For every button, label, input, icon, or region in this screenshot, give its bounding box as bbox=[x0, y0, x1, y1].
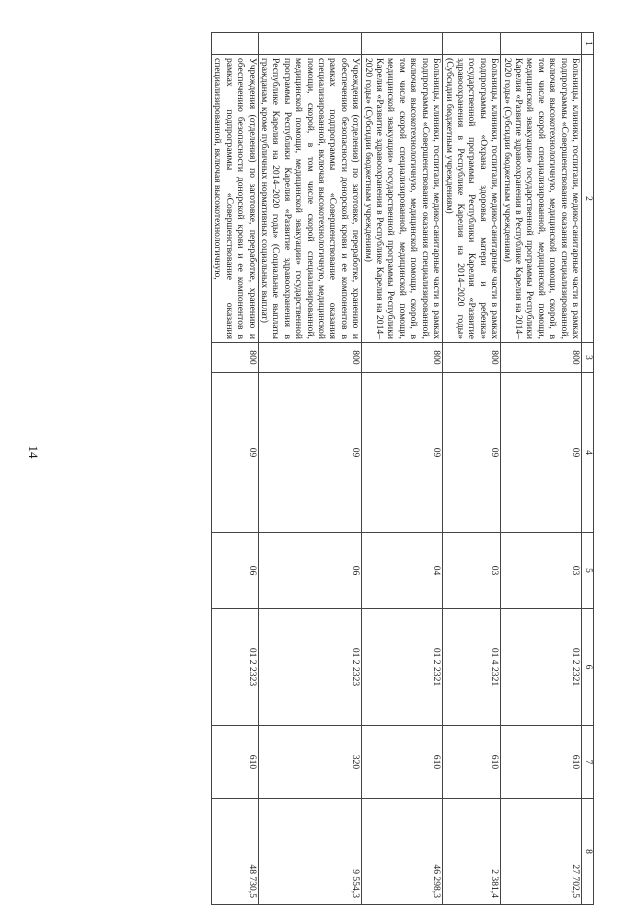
row-name: Учреждения (отделения) по заготовке, переработке, хранению и обеспечению безопасности донорской крови и ее компонентов в рамках подпрограммы «Совершенствование оказания специализированной, включая высокотехнологичную, медицинской помощи, скорой, в том числе скорой специализированной, медицинской помощи, медицинской эвакуации» государственной программы Республики Карелия «Развитие здравоохранения в Республике Карелия на 2014–2020 годы» (Социальные выплаты гражданам, кроме публичных нормативных социальных выплат) bbox=[258, 55, 362, 343]
row-c5: 06 bbox=[258, 533, 362, 609]
table-row bbox=[258, 33, 362, 905]
row-c7: 610 bbox=[443, 726, 501, 799]
row-name: Больницы, клиники, госпитали, медико-санитарные части в рамках подпрограммы «Совершенствование оказания специализированной, включая высокотехнологичную, медицинской помощи, скорой, в том числе скорой специализированной, медицинской помощи, медицинской эвакуации» государственной программы Республики Карелия «Развитие здравоохранения в Республике Карелия на 2014–2020 годы» (Субсидии бюджетным учреждениям) bbox=[501, 55, 582, 343]
row-c6: 01 2 2321 bbox=[362, 609, 443, 726]
row-c4: 09 bbox=[212, 373, 259, 533]
row-c8: 48 730,5 bbox=[212, 799, 259, 905]
row-c8: 27 702,5 bbox=[501, 799, 582, 905]
row-c3: 800 bbox=[212, 343, 259, 373]
row-c3: 800 bbox=[443, 343, 501, 373]
row-c6: 01 2 2321 bbox=[501, 609, 582, 726]
header-col-8: 8 bbox=[582, 799, 594, 905]
row-c4: 09 bbox=[258, 373, 362, 533]
row-c5: 06 bbox=[212, 533, 259, 609]
row-c7: 610 bbox=[212, 726, 259, 799]
header-col-6: 6 bbox=[582, 609, 594, 726]
row-c4: 09 bbox=[362, 373, 443, 533]
rotated-table-container bbox=[107, 32, 594, 904]
header-col-7: 7 bbox=[582, 726, 594, 799]
header-col-1: 1 bbox=[582, 33, 594, 55]
row-col1 bbox=[501, 33, 582, 55]
row-c8: 46 298,3 bbox=[362, 799, 443, 905]
row-c5: 03 bbox=[443, 533, 501, 609]
row-c7: 320 bbox=[258, 726, 362, 799]
table-row bbox=[212, 33, 259, 905]
row-c6: 01 4 2321 bbox=[443, 609, 501, 726]
row-name: Учреждения (отделения) по заготовке, переработке, хранению и обеспечению безопасности донорской крови и ее компонентов в рамках подпрограммы «Совершенствование оказания специализированной, включая высокотехнологичную, bbox=[212, 55, 259, 343]
row-c5: 03 bbox=[501, 533, 582, 609]
row-c3: 800 bbox=[362, 343, 443, 373]
row-name: Больницы, клиники, госпитали, медико-санитарные части в рамках подпрограммы «Совершенствование оказания специализированной, включая высокотехнологичную, медицинской помощи, скорой, в том числе скорой специализированной, медицинской помощи, медицинской эвакуации» государственной программы Республики Карелия «Развитие здравоохранения в Республике Карелия на 2014–2020 годы» (Субсидии бюджетным учреждениям) bbox=[362, 55, 443, 343]
row-name: Больницы, клиники, госпитали, медико-санитарные части в рамках подпрограммы «Охрана здоровья матери и ребенка» государственной программы Республики Карелия «Развитие здравоохранения в Республике Карелия на 2014–2020 годы» (Субсидии бюджетным учреждениям) bbox=[443, 55, 501, 343]
table-row bbox=[501, 33, 582, 905]
table-row bbox=[362, 33, 443, 905]
table-header-row bbox=[582, 33, 594, 905]
row-c8: 9 554,3 bbox=[258, 799, 362, 905]
budget-table bbox=[211, 32, 594, 905]
row-c5: 04 bbox=[362, 533, 443, 609]
header-col-4: 4 bbox=[582, 373, 594, 533]
header-col-2: 2 bbox=[582, 55, 594, 343]
row-c3: 800 bbox=[258, 343, 362, 373]
row-c4: 09 bbox=[443, 373, 501, 533]
row-c7: 610 bbox=[501, 726, 582, 799]
table-row bbox=[443, 33, 501, 905]
row-c3: 800 bbox=[501, 343, 582, 373]
page-number: 14 bbox=[26, 445, 41, 459]
row-c6: 01 2 2323 bbox=[258, 609, 362, 726]
row-col1 bbox=[362, 33, 443, 55]
header-col-3: 3 bbox=[582, 343, 594, 373]
row-col1 bbox=[443, 33, 501, 55]
row-c8: 2 381,4 bbox=[443, 799, 501, 905]
header-col-5: 5 bbox=[582, 533, 594, 609]
row-col1 bbox=[258, 33, 362, 55]
row-c7: 610 bbox=[362, 726, 443, 799]
row-c4: 09 bbox=[501, 373, 582, 533]
row-c6: 01 2 2323 bbox=[212, 609, 259, 726]
row-col1 bbox=[212, 33, 259, 55]
